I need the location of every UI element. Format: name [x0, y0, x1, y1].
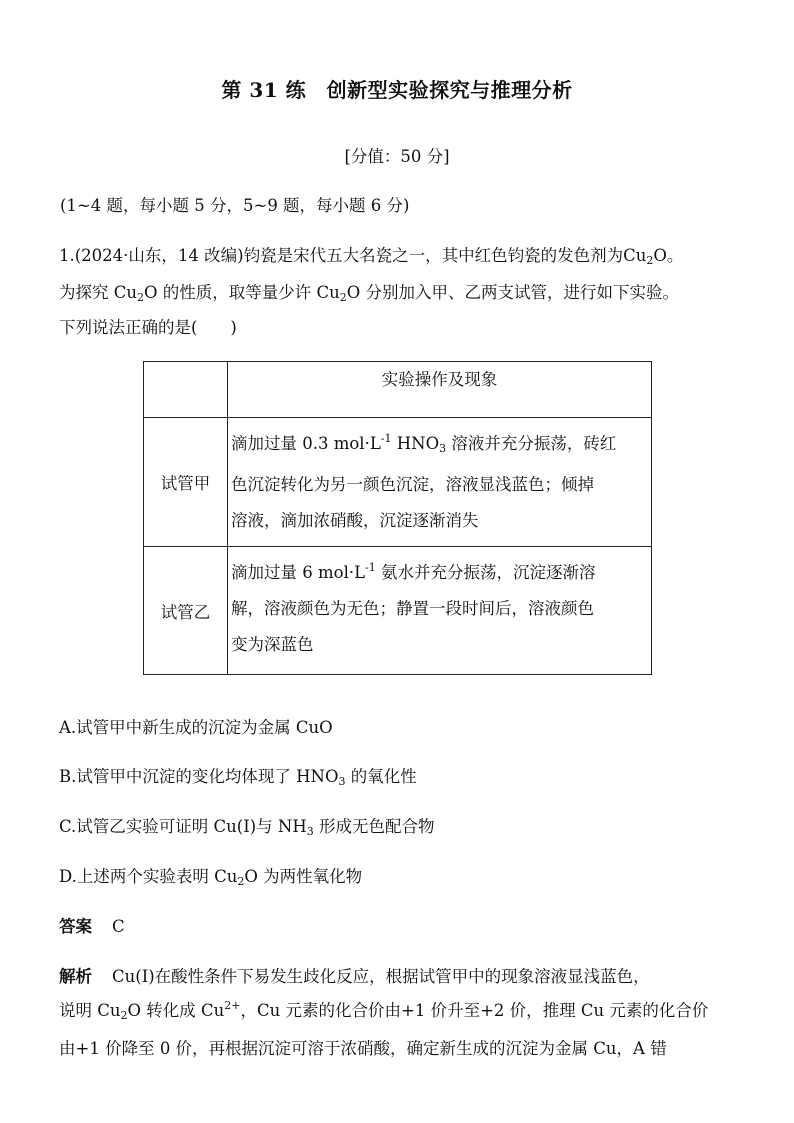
- tube-label: 试管乙: [144, 547, 228, 675]
- explanation-line-3: 由+1 价降至 0 价，再根据沉淀可溶于浓硝酸，确定新生成的沉淀为金属 Cu，A 错: [59, 1039, 667, 1058]
- option-a: A.试管甲中新生成的沉淀为金属 CuO: [59, 718, 333, 737]
- scoring-note: (1~4 题，每小题 5 分，5~9 题，每小题 6 分): [60, 196, 410, 215]
- answer-label: 答案: [59, 917, 92, 936]
- answer-value: C: [112, 917, 125, 936]
- question-source: (2024·山东，14 改编): [74, 246, 244, 265]
- option-d: D.上述两个实验表明 $Cu_2O$ 为两性氧化物: [59, 867, 363, 888]
- option-c: C.试管乙实验可证明 Cu(Ⅰ)与 $NH_3$ 形成无色配合物: [59, 817, 435, 838]
- experiment-description: 滴加过量 0.3 $mol\cdot L^{-1}$ $HNO_3$ 溶液并充分振荡，砖红 色沉淀转化为另一颜色沉淀，溶液显浅蓝色；倾掉 溶液，滴加浓硝酸，沉淀逐渐消失: [228, 418, 652, 547]
- explanation-line-2: 说明 $Cu_2O$ 转化成 $Cu^{2+}$，Cu 元素的化合价由+1 价升至+2 价，推理 Cu 元素的化合价: [59, 999, 709, 1022]
- question-stem-line-2: 为探究 $Cu_2O$ 的性质，取等量少许 $Cu_2O$ 分别加入甲、乙两支试管，进行如下实验。: [59, 283, 680, 304]
- explanation-line-1: 解析 Cu(Ⅰ)在酸性条件下易发生歧化反应，根据试管甲中的现象溶液显浅蓝色，: [59, 967, 650, 986]
- table-header-cell: 实验操作及现象: [228, 362, 652, 418]
- explanation-label: 解析: [59, 967, 92, 986]
- question-stem-line-3: 下列说法正确的是( ): [59, 318, 237, 337]
- answer-line: [59, 913, 125, 937]
- table-row: [144, 418, 652, 547]
- option-b: B.试管甲中沉淀的变化均体现了 $HNO_3$ 的氧化性: [59, 767, 417, 788]
- experiment-description: 滴加过量 6 $mol\cdot L^{-1}$ 氨水并充分振荡，沉淀逐渐溶 解，溶液颜色为无色；静置一段时间后，溶液颜色 变为深蓝色: [228, 547, 652, 675]
- question-number: 1.: [59, 246, 75, 265]
- experiment-table: [143, 361, 652, 675]
- score-info: [分值：50 分]: [344, 147, 450, 166]
- question-stem-line-1: 1.(2024·山东，14 改编)钧瓷是宋代五大名瓷之一，其中红色钧瓷的发色剂为$Cu_2O$。: [59, 246, 684, 267]
- table-header-empty-cell: [144, 362, 228, 418]
- table-row: [144, 547, 652, 675]
- table-header-row: [144, 362, 652, 418]
- page-title: 第 31 练 创新型实验探究与推理分析: [221, 78, 573, 102]
- tube-label: 试管甲: [144, 418, 228, 547]
